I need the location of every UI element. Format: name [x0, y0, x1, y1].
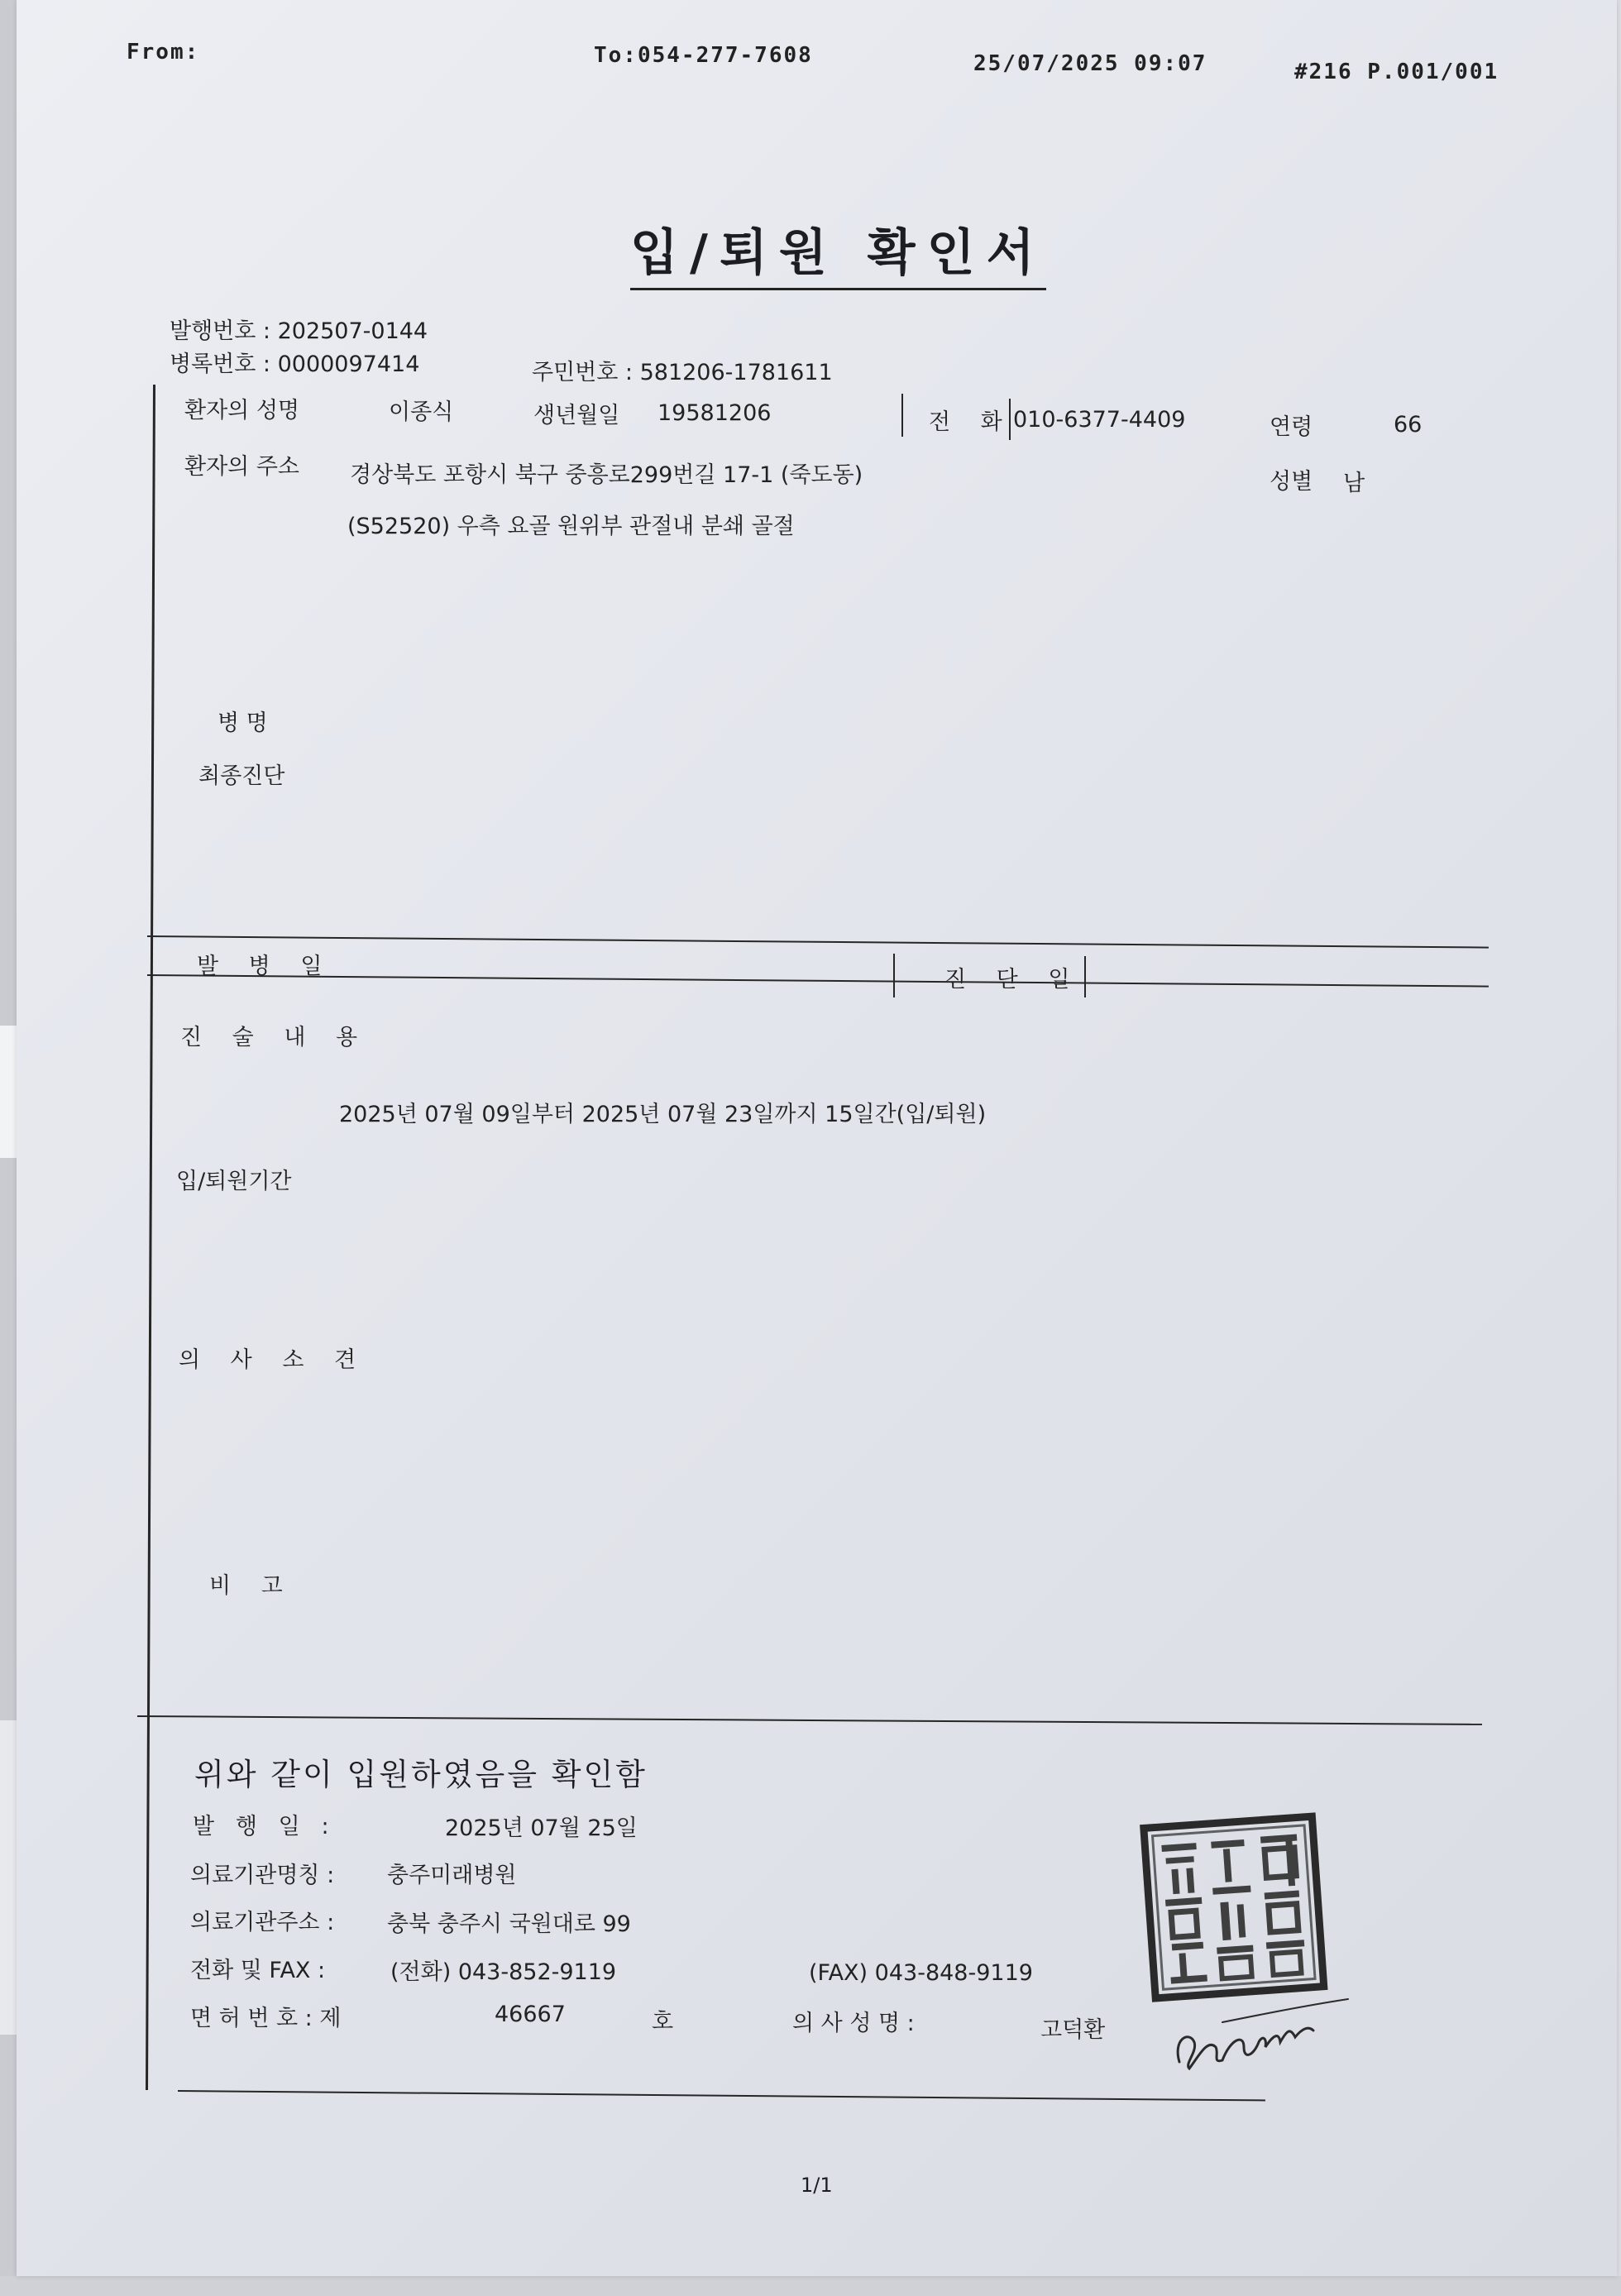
patient-address: 경상북도 포항시 북구 중흥로299번길 17-1 (죽도동): [350, 462, 863, 488]
hospital-fax: (FAX) 043-848-9119: [809, 1960, 1033, 1986]
form-bottom-line: [178, 2090, 1265, 2101]
form-divider: [893, 954, 895, 997]
final-diagnosis-label: 최종진단: [198, 763, 285, 789]
license-number-label: 면 허 번 호 : 제: [190, 2006, 342, 2031]
form-divider: [901, 394, 903, 437]
issue-number: 발행번호 : 202507-0144: [170, 318, 428, 344]
license-suffix: 호: [652, 2009, 674, 2035]
patient-sex: 남: [1343, 471, 1365, 496]
document-title: 입/퇴원 확인서: [630, 213, 1046, 290]
address-label: 환자의 주소: [184, 454, 299, 480]
page-number: 1/1: [801, 2174, 833, 2197]
desk-background: [0, 2276, 1621, 2296]
hospital-seal-stamp: [1138, 1810, 1331, 2011]
age-label: 연령: [1270, 414, 1313, 440]
fax-page-info: #216 P.001/001: [1294, 60, 1499, 84]
hospital-address: 충북 충주시 국원대로 99: [387, 1911, 631, 1937]
hospital-phone: (전화) 043-852-9119: [390, 1959, 617, 1985]
remarks-label: 비 고: [209, 1573, 294, 1599]
issue-date: 2025년 07월 25일: [445, 1815, 638, 1841]
patient-name: 이종식: [389, 399, 454, 425]
phone-fax-label: 전화 및 FAX :: [190, 1958, 326, 1983]
doctor-name: 고덕환: [1040, 2017, 1106, 2043]
fax-from: From:: [127, 40, 200, 65]
patient-age: 66: [1394, 412, 1423, 438]
patient-name-label: 환자의 성명: [184, 398, 299, 423]
resident-number: 주민번호 : 581206-1781611: [532, 360, 833, 385]
patient-phone: 010-6377-4409: [1013, 407, 1186, 433]
hospital-name: 충주미래병원: [387, 1863, 517, 1888]
form-divider: [1084, 956, 1086, 997]
doctor-opinion-label: 의 사 소 견: [179, 1347, 368, 1373]
hospital-address-label: 의료기관주소 :: [190, 1910, 335, 1935]
statement-label: 진 술 내 용: [180, 1025, 370, 1050]
onset-date-label: 발 병 일: [197, 954, 334, 979]
diagnosis-text: (S52520) 우측 요골 원위부 관절내 분쇄 골절: [347, 514, 795, 539]
license-number: 46667: [495, 2002, 566, 2027]
fax-to: To:054-277-7608: [594, 43, 813, 68]
doctor-name-label: 의 사 성 명 :: [792, 2011, 915, 2036]
birth-date-label: 생년월일: [533, 403, 620, 428]
birth-date: 19581206: [657, 400, 772, 426]
hospital-name-label: 의료기관명칭 :: [190, 1863, 335, 1888]
form-row-line: [137, 1715, 1482, 1725]
form-row-line: [147, 935, 1489, 949]
disease-name-label: 병 명: [218, 710, 268, 736]
form-left-border: [146, 385, 155, 2090]
document-page: [17, 0, 1617, 2276]
admission-period-label: 입/퇴원기간: [176, 1169, 292, 1194]
form-row-line: [147, 974, 1489, 988]
issue-date-label: 발 행 일 :: [193, 1814, 329, 1839]
fax-datetime: 25/07/2025 09:07: [973, 51, 1207, 76]
phone-label: 전 화: [929, 409, 1014, 435]
sex-label: 성별: [1270, 469, 1313, 495]
diagnosis-date-label: 진 단 일: [944, 967, 1082, 993]
doctor-signature: [1164, 1989, 1351, 2080]
chart-number: 병록번호 : 0000097414: [170, 352, 420, 377]
confirmation-statement: 위와 같이 입원하였음을 확인함: [194, 1757, 648, 1792]
admission-period-text: 2025년 07월 09일부터 2025년 07월 23일까지 15일간(입/퇴원): [339, 1102, 987, 1127]
